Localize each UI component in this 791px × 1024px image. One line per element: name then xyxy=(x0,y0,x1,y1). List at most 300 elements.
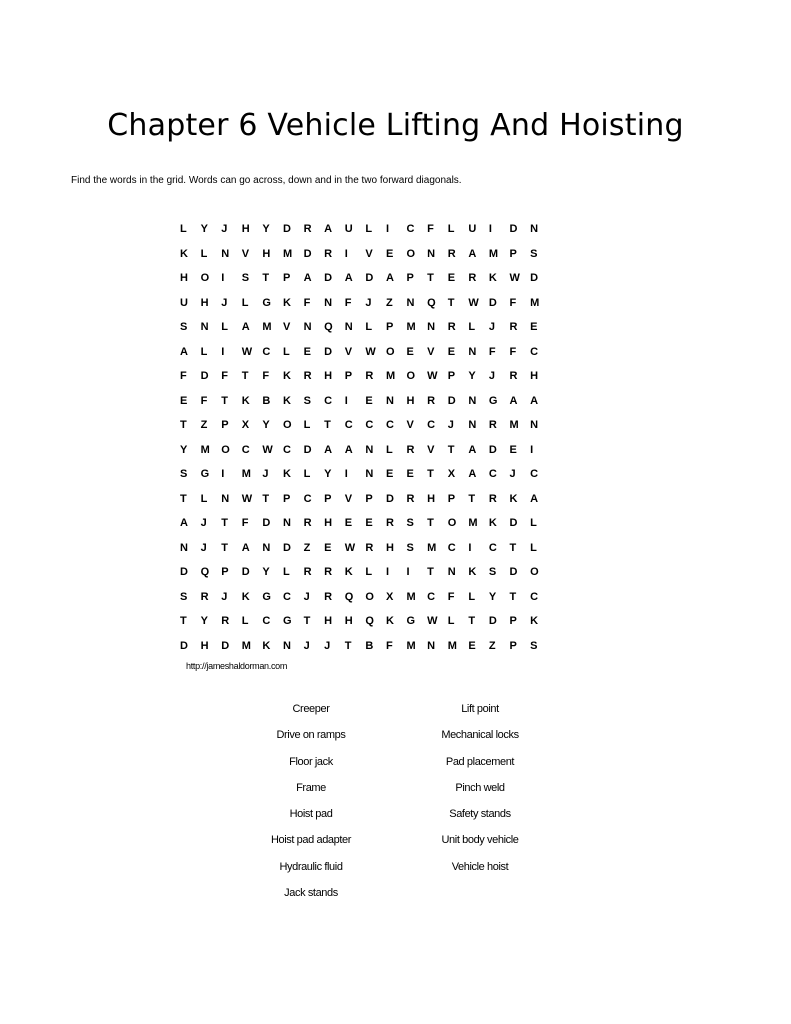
grid-cell: F xyxy=(488,345,496,358)
grid-cell: J xyxy=(200,517,207,530)
grid-cell: Y xyxy=(262,419,270,432)
grid-row xyxy=(180,609,551,634)
grid-row xyxy=(180,389,551,414)
grid-cell: L xyxy=(200,345,208,358)
grid-cell: N xyxy=(530,419,539,432)
grid-cell: U xyxy=(344,223,353,236)
grid-cell: V xyxy=(406,419,414,432)
page-title: Chapter 6 Vehicle Lifting And Hoisting xyxy=(107,108,684,143)
grid-cell: E xyxy=(385,247,394,260)
grid-cell: T xyxy=(303,615,311,628)
grid-cell: S xyxy=(406,517,414,530)
grid-cell: I xyxy=(344,394,348,407)
grid-cell: T xyxy=(344,639,352,652)
grid-cell: O xyxy=(406,247,416,260)
grid-cell: P xyxy=(282,492,291,505)
grid-cell: C xyxy=(488,468,497,481)
grid-cell: E xyxy=(385,468,394,481)
grid-cell: W xyxy=(365,345,376,358)
grid-cell: T xyxy=(509,541,517,554)
grid-cell: O xyxy=(282,419,292,432)
grid-row xyxy=(180,438,551,463)
grid-cell: K xyxy=(282,296,291,309)
grid-cell: S xyxy=(241,272,250,285)
grid-cell: Q xyxy=(344,590,354,603)
grid-row xyxy=(180,511,551,536)
grid-cell: W xyxy=(241,492,253,505)
grid-cell: S xyxy=(180,321,188,334)
grid-row xyxy=(180,487,551,512)
grid-cell: A xyxy=(468,443,477,456)
grid-cell: A xyxy=(324,223,333,236)
grid-cell: N xyxy=(262,541,271,554)
grid-cell: Y xyxy=(324,468,332,481)
word-list-item: Pad placement xyxy=(445,755,515,768)
grid-cell: J xyxy=(221,296,228,309)
grid-cell: L xyxy=(365,223,373,236)
grid-cell: A xyxy=(344,272,353,285)
grid-cell: N xyxy=(221,247,230,260)
grid-cell: E xyxy=(406,468,414,481)
word-list-item: Hoist pad adapter xyxy=(270,834,352,847)
grid-cell: L xyxy=(221,321,228,334)
grid-cell: Q xyxy=(200,566,210,579)
grid-cell: J xyxy=(488,321,496,334)
grid-cell: R xyxy=(324,590,333,603)
grid-cell: I xyxy=(385,566,389,579)
grid-cell: H xyxy=(241,223,250,236)
word-list-item: Unit body vehicle xyxy=(441,834,519,847)
grid-cell: D xyxy=(509,566,518,579)
grid-cell: I xyxy=(221,272,225,285)
grid-cell: E xyxy=(344,517,353,530)
grid-cell: N xyxy=(468,394,477,407)
grid-cell: M xyxy=(282,247,293,260)
grid-cell: D xyxy=(200,370,209,383)
grid-cell: S xyxy=(406,541,414,554)
grid-cell: L xyxy=(447,223,455,236)
grid-cell: C xyxy=(406,223,415,236)
grid-cell: M xyxy=(427,541,437,554)
grid-cell: J xyxy=(303,590,310,603)
grid-cell: R xyxy=(303,223,312,236)
grid-cell: N xyxy=(447,566,456,579)
grid-cell: P xyxy=(509,615,517,628)
grid-row xyxy=(180,560,551,585)
instructions: Find the words in the grid. Words can go across, down and in the two forward diagonals. xyxy=(71,175,462,186)
grid-cell: R xyxy=(365,541,374,554)
grid-cell: Q xyxy=(427,296,436,309)
grid-cell: R xyxy=(509,321,518,334)
grid-cell: T xyxy=(447,443,455,456)
grid-cell: D xyxy=(509,517,518,530)
grid-cell: H xyxy=(324,370,333,383)
grid-cell: I xyxy=(344,468,348,481)
grid-cell: A xyxy=(385,272,394,285)
grid-cell: F xyxy=(447,590,455,603)
grid-cell: R xyxy=(406,492,415,505)
grid-cell: F xyxy=(180,370,187,383)
grid-cell: Y xyxy=(468,370,476,383)
grid-cell: J xyxy=(447,419,454,432)
grid-cell: Q xyxy=(365,615,374,628)
grid-cell: G xyxy=(488,394,498,407)
grid-cell: O xyxy=(406,370,416,383)
grid-cell: K xyxy=(488,517,497,530)
grid-cell: S xyxy=(180,468,188,481)
grid-cell: L xyxy=(303,419,311,432)
grid-cell: T xyxy=(468,492,476,505)
grid-cell: T xyxy=(427,468,434,481)
grid-cell: V xyxy=(427,345,435,358)
grid-cell: K xyxy=(282,370,291,383)
grid-cell: Y xyxy=(488,590,497,603)
grid-cell: G xyxy=(200,468,210,481)
grid-cell: P xyxy=(221,566,229,579)
grid-cell: N xyxy=(344,321,353,334)
grid-cell: L xyxy=(365,566,373,579)
grid-cell: L xyxy=(200,492,208,505)
grid-cell: M xyxy=(241,468,251,481)
grid-cell: A xyxy=(344,443,353,456)
grid-cell: D xyxy=(509,223,518,236)
grid-cell: C xyxy=(385,419,394,432)
grid-cell: L xyxy=(530,517,537,530)
grid-cell: L xyxy=(468,590,476,603)
grid-cell: L xyxy=(365,321,373,334)
grid-cell: D xyxy=(530,272,539,285)
grid-cell: R xyxy=(509,370,518,383)
grid-cell: W xyxy=(468,296,479,309)
grid-cell: D xyxy=(488,615,497,628)
grid-cell: A xyxy=(241,541,250,554)
grid-cell: H xyxy=(406,394,415,407)
grid-cell: D xyxy=(180,566,188,579)
grid-cell: F xyxy=(509,296,517,309)
source-url: http://jameshaldorman.com xyxy=(186,661,288,671)
grid-cell: R xyxy=(303,566,312,579)
grid-cell: T xyxy=(262,492,270,505)
grid-cell: O xyxy=(530,566,539,579)
grid-row xyxy=(180,634,551,659)
grid-cell: R xyxy=(447,247,456,260)
grid-cell: T xyxy=(427,272,434,285)
grid-cell: D xyxy=(324,345,333,358)
grid-cell: Z xyxy=(385,296,393,309)
grid-cell: E xyxy=(324,541,332,554)
grid-cell: B xyxy=(262,394,271,407)
grid-cell: A xyxy=(180,517,188,530)
grid-cell: W xyxy=(509,272,520,285)
grid-cell: J xyxy=(221,223,228,236)
grid-cell: C xyxy=(488,541,497,554)
grid-cell: T xyxy=(221,541,228,554)
grid-cell: C xyxy=(530,590,539,603)
grid-cell: K xyxy=(241,394,250,407)
grid-cell: N xyxy=(303,321,312,334)
grid-cell: T xyxy=(468,615,476,628)
grid-cell: V xyxy=(241,247,250,260)
grid-cell: E xyxy=(468,639,476,652)
grid-cell: A xyxy=(509,394,518,407)
grid-cell: M xyxy=(530,296,540,309)
grid-cell: J xyxy=(509,468,516,481)
grid-cell: T xyxy=(241,370,249,383)
grid-cell: D xyxy=(180,639,188,652)
grid-cell: A xyxy=(180,345,188,358)
grid-cell: D xyxy=(221,639,230,652)
grid-cell: V xyxy=(282,321,291,334)
grid-cell: C xyxy=(262,345,271,358)
grid-cell: I xyxy=(221,345,225,358)
grid-cell: H xyxy=(427,492,436,505)
grid-cell: I xyxy=(468,541,472,554)
grid-row xyxy=(180,266,551,291)
grid-cell: Y xyxy=(180,443,188,456)
grid-cell: F xyxy=(200,394,208,407)
grid-cell: K xyxy=(282,394,291,407)
grid-cell: D xyxy=(365,272,374,285)
grid-cell: Y xyxy=(200,223,208,236)
grid-cell: F xyxy=(385,639,393,652)
grid-cell: P xyxy=(447,492,456,505)
grid-cell: R xyxy=(427,394,436,407)
grid-cell: P xyxy=(406,272,414,285)
grid-cell: K xyxy=(385,615,394,628)
grid-cell: E xyxy=(406,345,414,358)
grid-cell: T xyxy=(324,419,331,432)
grid-cell: R xyxy=(447,321,456,334)
grid-cell: Y xyxy=(200,615,208,628)
grid-cell: G xyxy=(262,296,271,309)
grid-cell: K xyxy=(344,566,353,579)
grid-row xyxy=(180,585,551,610)
grid-cell: Q xyxy=(324,321,333,334)
grid-cell: N xyxy=(468,345,477,358)
grid-cell: P xyxy=(385,321,394,334)
grid-cell: R xyxy=(385,517,394,530)
grid-cell: C xyxy=(282,443,291,456)
grid-cell: K xyxy=(180,247,188,260)
grid-cell: T xyxy=(509,590,517,603)
grid-cell: P xyxy=(282,272,291,285)
grid-cell: M xyxy=(468,517,478,530)
grid-cell: N xyxy=(324,296,333,309)
grid-cell: A xyxy=(468,468,477,481)
grid-cell: E xyxy=(509,443,517,456)
grid-cell: I xyxy=(385,223,389,236)
grid-cell: F xyxy=(303,296,311,309)
grid-cell: X xyxy=(385,590,394,603)
grid-cell: J xyxy=(488,370,496,383)
grid-cell: H xyxy=(324,615,333,628)
grid-cell: J xyxy=(324,639,331,652)
grid-cell: V xyxy=(365,247,373,260)
grid-cell: E xyxy=(447,272,456,285)
grid-cell: V xyxy=(427,443,435,456)
word-list-item: Pinch weld xyxy=(455,781,505,794)
grid-cell: D xyxy=(262,517,271,530)
grid-cell: R xyxy=(468,272,477,285)
grid-cell: H xyxy=(200,296,209,309)
grid-cell: C xyxy=(282,590,291,603)
grid-cell: O xyxy=(200,272,210,285)
grid-cell: S xyxy=(530,247,538,260)
grid-cell: T xyxy=(427,566,434,579)
grid-cell: Z xyxy=(303,541,311,554)
grid-cell: E xyxy=(447,345,456,358)
grid-row xyxy=(180,217,551,242)
grid-cell: R xyxy=(200,590,209,603)
grid-row xyxy=(180,242,551,267)
grid-cell: J xyxy=(303,639,310,652)
grid-cell: L xyxy=(282,345,290,358)
grid-cell: C xyxy=(427,419,436,432)
grid-cell: A xyxy=(468,247,477,260)
grid-cell: D xyxy=(324,272,333,285)
grid-cell: M xyxy=(241,639,251,652)
grid-cell: H xyxy=(385,541,394,554)
grid-cell: P xyxy=(509,639,517,652)
word-list-item: Hydraulic fluid xyxy=(279,860,343,873)
grid-cell: B xyxy=(365,639,374,652)
grid-cell: J xyxy=(262,468,269,481)
grid-cell: V xyxy=(344,492,353,505)
grid-cell: T xyxy=(180,492,187,505)
grid-cell: D xyxy=(488,296,497,309)
grid-cell: K xyxy=(530,615,539,628)
grid-cell: D xyxy=(303,443,312,456)
grid-cell: Y xyxy=(262,566,270,579)
grid-cell: P xyxy=(509,247,517,260)
grid-cell: I xyxy=(488,223,492,236)
word-list-right xyxy=(418,701,542,885)
word-list-item: Vehicle hoist xyxy=(451,860,509,873)
grid-cell: D xyxy=(303,247,312,260)
grid-cell: N xyxy=(427,639,436,652)
word-list-item: Creeper xyxy=(292,703,330,715)
grid-cell: N xyxy=(468,419,477,432)
grid-cell: I xyxy=(344,247,348,260)
grid-cell: N xyxy=(282,517,291,530)
grid-cell: N xyxy=(427,247,436,260)
grid-cell: C xyxy=(262,615,271,628)
grid-cell: X xyxy=(447,468,456,481)
grid-cell: K xyxy=(509,492,518,505)
grid-cell: R xyxy=(303,517,312,530)
letter-grid xyxy=(180,217,551,658)
grid-cell: A xyxy=(530,492,539,505)
grid-cell: W xyxy=(241,345,253,358)
grid-cell: R xyxy=(488,419,497,432)
grid-cell: P xyxy=(221,419,229,432)
grid-cell: E xyxy=(303,345,311,358)
grid-cell: R xyxy=(365,370,374,383)
grid-cell: H xyxy=(200,639,209,652)
grid-row xyxy=(180,462,551,487)
word-list-item: Mechanical locks xyxy=(441,729,519,742)
grid-cell: N xyxy=(180,541,188,554)
grid-row xyxy=(180,364,551,389)
grid-cell: V xyxy=(344,345,353,358)
word-list-left xyxy=(248,701,374,911)
grid-cell: L xyxy=(468,321,476,334)
grid-cell: O xyxy=(447,517,457,530)
grid-cell: N xyxy=(365,443,374,456)
grid-cell: I xyxy=(530,443,534,456)
grid-cell: H xyxy=(530,370,539,383)
grid-cell: E xyxy=(365,517,373,530)
grid-cell: C xyxy=(365,419,374,432)
grid-cell: T xyxy=(427,517,434,530)
grid-cell: M xyxy=(447,639,457,652)
grid-cell: L xyxy=(241,615,249,628)
word-list-item: Lift point xyxy=(461,703,499,715)
grid-cell: M xyxy=(406,321,416,334)
grid-cell: N xyxy=(530,223,539,236)
grid-cell: C xyxy=(324,394,333,407)
grid-cell: J xyxy=(365,296,372,309)
grid-cell: K xyxy=(282,468,291,481)
grid-cell: D xyxy=(282,541,291,554)
grid-cell: N xyxy=(385,394,394,407)
grid-cell: M xyxy=(200,443,210,456)
grid-cell: T xyxy=(180,615,187,628)
grid-cell: L xyxy=(447,615,455,628)
grid-cell: N xyxy=(200,321,209,334)
grid-cell: H xyxy=(180,272,188,285)
grid-cell: Z xyxy=(488,639,496,652)
grid-cell: L xyxy=(200,247,208,260)
grid-cell: C xyxy=(447,541,456,554)
grid-cell: L xyxy=(241,296,249,309)
grid-cell: J xyxy=(200,541,207,554)
grid-cell: A xyxy=(241,321,250,334)
grid-cell: T xyxy=(447,296,455,309)
grid-cell: R xyxy=(488,492,497,505)
grid-cell: S xyxy=(488,566,497,579)
grid-cell: F xyxy=(427,223,434,236)
grid-cell: R xyxy=(324,247,333,260)
grid-cell: P xyxy=(365,492,373,505)
grid-cell: E xyxy=(530,321,538,334)
grid-cell: C xyxy=(427,590,436,603)
grid-cell: P xyxy=(447,370,456,383)
grid-cell: K xyxy=(468,566,477,579)
grid-row xyxy=(180,340,551,365)
grid-cell: F xyxy=(241,517,249,530)
grid-cell: S xyxy=(530,639,538,652)
grid-cell: F xyxy=(344,296,352,309)
grid-cell: G xyxy=(262,590,271,603)
grid-cell: W xyxy=(427,370,438,383)
grid-cell: N xyxy=(365,468,374,481)
grid-cell: R xyxy=(324,566,333,579)
grid-row xyxy=(180,413,551,438)
grid-cell: C xyxy=(530,468,539,481)
grid-cell: F xyxy=(262,370,270,383)
grid-cell: M xyxy=(385,370,396,383)
grid-cell: E xyxy=(180,394,188,407)
grid-cell: M xyxy=(406,639,416,652)
grid-cell: D xyxy=(488,443,497,456)
word-list-item: Safety stands xyxy=(449,808,511,821)
grid-cell: C xyxy=(303,492,312,505)
grid-cell: T xyxy=(221,394,228,407)
grid-cell: R xyxy=(221,615,230,628)
grid-cell: P xyxy=(324,492,332,505)
grid-cell: S xyxy=(180,590,188,603)
